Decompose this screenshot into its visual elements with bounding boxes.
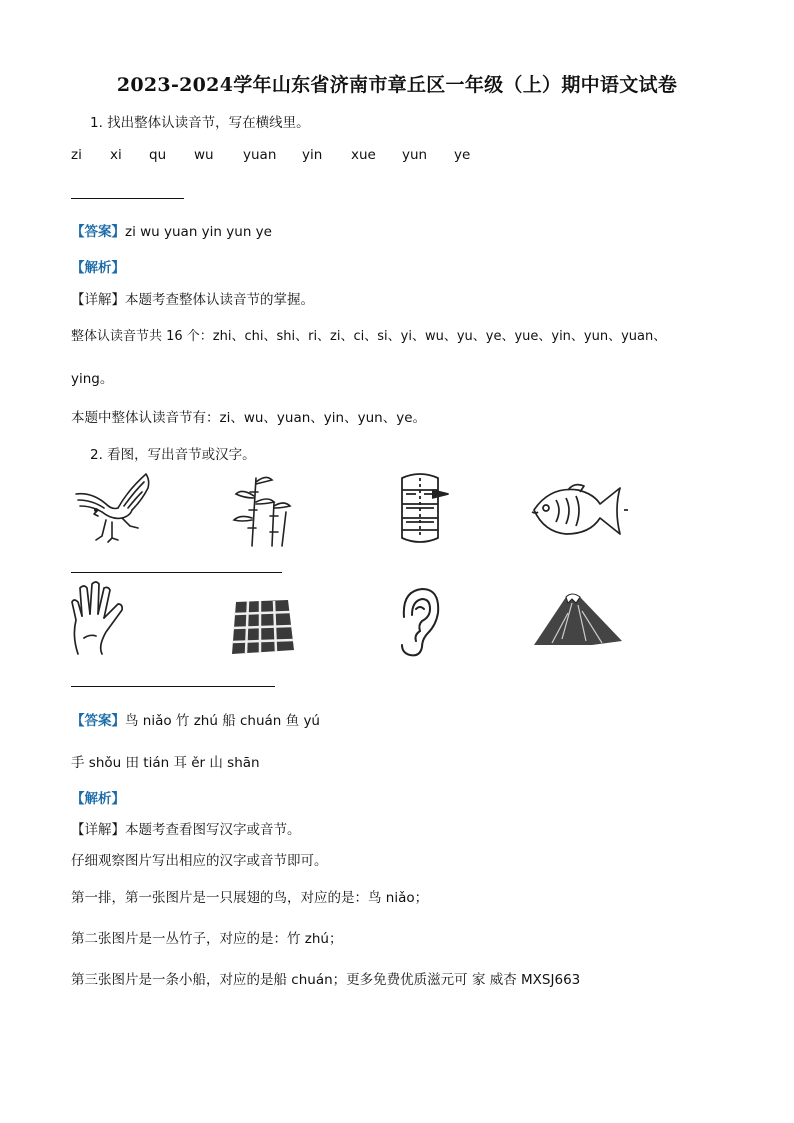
answer-2-line-1: [71, 709, 320, 729]
detail-text: 本题考查整体认读音节的掌握。: [125, 292, 314, 308]
question-2-prompt: 2. 看图，写出音节或汉字。: [90, 447, 256, 463]
syllable: xi: [110, 147, 122, 163]
syllable: qu: [149, 147, 167, 163]
boat-icon: [392, 470, 450, 546]
question-1-prompt: 1. 找出整体认读音节，写在横线里。: [90, 115, 310, 131]
answer-text: zi wu yuan yin yun ye: [125, 224, 272, 240]
explanation-line: ying。: [71, 371, 114, 387]
detail-tag: 【详解】: [71, 292, 125, 308]
syllable: yun: [402, 147, 428, 163]
explanation-line: 仔细观察图片写出相应的汉字或音节即可。: [71, 853, 328, 869]
syllable: wu: [194, 147, 214, 163]
explanation-line: 本题中整体认读音节有：zi、wu、yuan、yin、yun、ye。: [71, 410, 427, 426]
answer-tag: 【答案】: [71, 713, 125, 729]
mountain-icon: [532, 589, 624, 647]
detail-text: 本题考查看图写汉字或音节。: [125, 822, 301, 838]
syllable: xue: [351, 147, 376, 163]
answer-blank-line: [71, 686, 275, 687]
eagle-icon: [72, 470, 156, 544]
explanation-line: 第三张图片是一条小船，对应的是船 chuán；更多免费优质滋元可 家 威杏 MXSJ663: [71, 972, 581, 988]
fish-icon: [528, 482, 628, 540]
explanation-line: 第二张图片是一丛竹子，对应的是：竹 zhú；: [71, 931, 343, 947]
answer-tag: 【答案】: [71, 224, 125, 240]
answer-text: 鸟 niǎo 竹 zhú 船 chuán 鱼 yú: [125, 713, 320, 729]
answer-blank-line: [71, 198, 184, 199]
analysis-tag: 【解析】: [71, 260, 125, 276]
explanation-line: 第一排，第一张图片是一只展翅的鸟，对应的是：鸟 niǎo；: [71, 890, 429, 906]
syllable: zi: [71, 147, 82, 163]
bamboo-icon: [232, 472, 296, 548]
explanation-line: 整体认读音节共 16 个：zhi、chi、shi、ri、zi、ci、si、yi、wu、yu、ye、yue、yin、yun、yuan、: [71, 329, 667, 344]
answer-2-line-2: 手 shǒu 田 tián 耳 ěr 山 shān: [71, 755, 260, 771]
hand-icon: [68, 580, 132, 656]
page-title: 2023-2024学年山东省济南市章丘区一年级（上）期中语文试卷: [116, 74, 678, 96]
syllable: yuan: [243, 147, 277, 163]
ear-icon: [394, 585, 442, 659]
answer-blank-line: [71, 572, 282, 573]
syllable: ye: [454, 147, 471, 163]
detail-2: [71, 818, 301, 838]
field-icon: [228, 598, 296, 656]
answer-1: [71, 220, 272, 240]
syllable: yin: [302, 147, 323, 163]
detail-tag: 【详解】: [71, 822, 125, 838]
analysis-tag: 【解析】: [71, 791, 125, 807]
detail-1: [71, 288, 314, 308]
